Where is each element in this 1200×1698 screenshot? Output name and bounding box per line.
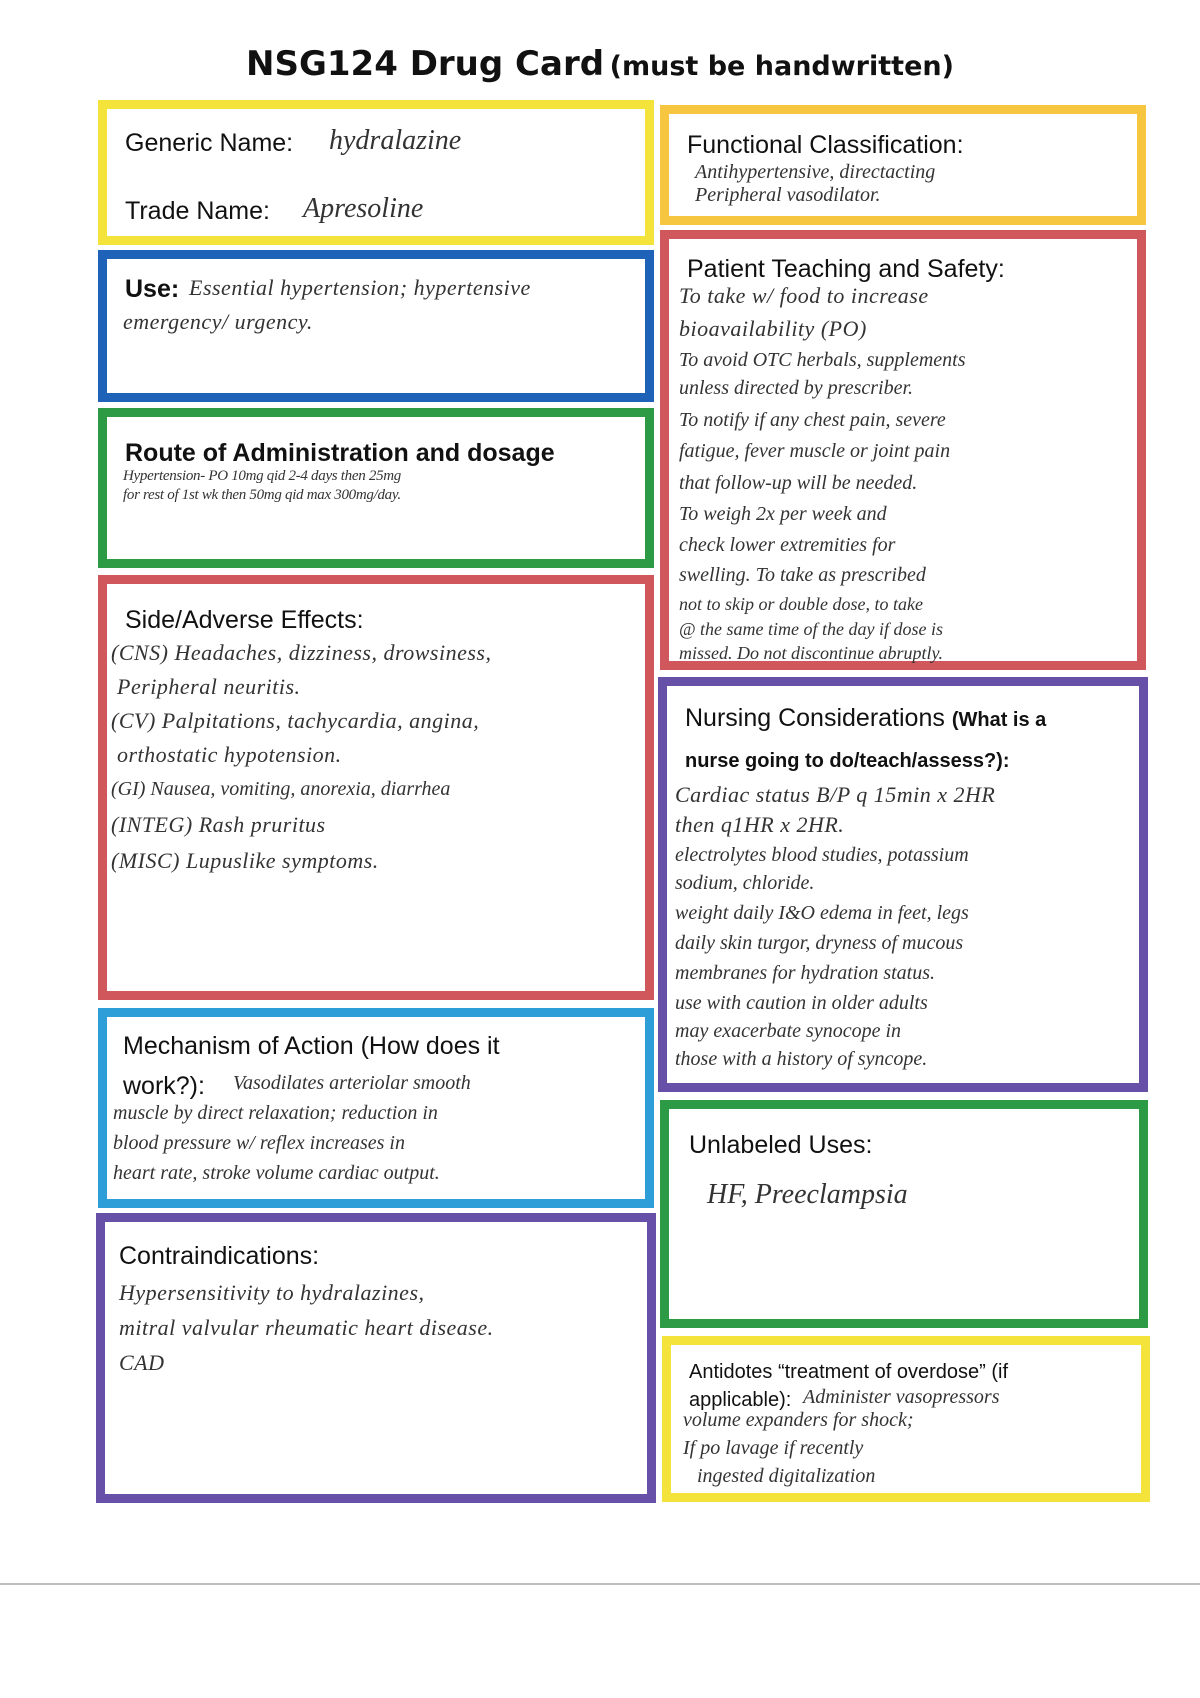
side-effect-line: orthostatic hypotension. [117,742,342,767]
teaching-line: missed. Do not discontinue abruptly. [679,643,943,663]
antidote-line: If po lavage if recently [683,1437,864,1459]
antidotes-box [662,1336,1150,1502]
teaching-line: @ the same time of the day if dose is [679,619,944,639]
page-title [0,44,1200,84]
names-box [98,100,654,245]
route-label: Route of Administration and dosage [125,439,555,467]
teaching-line: To weigh 2x per week and [679,503,887,525]
nursing-line: use with caution in older adults [675,992,928,1014]
nursing-label [685,704,1046,733]
trade-name-label: Trade Name: [125,197,270,225]
unlabeled-label: Unlabeled Uses: [689,1131,873,1159]
nursing-label-suffix: (What is a [951,709,1047,731]
nursing-label-main: Nursing Considerations [685,704,945,732]
route-box [98,408,654,568]
side-effects-label: Side/Adverse Effects: [125,606,364,634]
teaching-line: bioavailability (PO) [679,316,867,341]
nursing-line: electrolytes blood studies, potassium [675,844,969,866]
classification-box [660,105,1146,225]
patient-teaching-label: Patient Teaching and Safety: [687,255,1005,283]
antidotes-label-line1: Antidotes “treatment of overdose” (if [689,1361,1009,1383]
teaching-line: To notify if any chest pain, severe [679,409,946,431]
mechanism-label-line2: work?): [123,1072,205,1100]
contraindications-label: Contraindications: [119,1242,320,1270]
contraindication-line: CAD [119,1350,165,1375]
use-line: emergency/ urgency. [123,309,313,334]
side-effect-line: (INTEG) Rash pruritus [111,812,326,837]
antidotes-label-line2: applicable): [689,1389,792,1411]
teaching-line: To avoid OTC herbals, supplements [679,349,966,371]
mechanism-box [98,1008,654,1208]
nursing-line: weight daily I&O edema in feet, legs [675,902,969,924]
page-divider [0,1583,1200,1585]
contraindications-box [96,1213,656,1503]
route-line: Hypertension- PO 10mg qid 2-4 days then 25mg [123,468,402,484]
teaching-line: To take w/ food to increase [679,283,929,308]
teaching-line: that follow-up will be needed. [679,472,918,494]
contraindication-line: mitral valvular rheumatic heart disease. [119,1315,494,1340]
nursing-line: then q1HR x 2HR. [675,812,845,837]
teaching-line: unless directed by prescriber. [679,377,914,399]
side-effect-line: (CV) Palpitations, tachycardia, angina, [111,708,480,733]
nursing-line: may exacerbate synocope in [675,1020,902,1042]
card-title: NSG124 Drug Card [246,44,605,84]
side-effect-line: (CNS) Headaches, dizziness, drowsiness, [111,640,492,665]
antidote-line: volume expanders for shock; [683,1409,914,1431]
patient-teaching-box [660,230,1146,670]
nursing-label-line2: nurse going to do/teach/assess?): [685,750,1010,772]
classification-label: Functional Classification: [687,131,964,159]
teaching-line: check lower extremities for [679,534,896,556]
nursing-box [658,677,1148,1092]
mechanism-line: Vasodilates arteriolar smooth [233,1072,471,1094]
antidote-line: Administer vasopressors [803,1386,1000,1408]
generic-name-label: Generic Name: [125,129,294,157]
teaching-line: swelling. To take as prescribed [679,564,926,586]
side-effect-line: Peripheral neuritis. [117,674,301,699]
side-effects-box [98,575,654,1000]
mechanism-line: heart rate, stroke volume cardiac output. [113,1162,440,1184]
use-box [98,250,654,402]
nursing-line: those with a history of syncope. [675,1048,928,1070]
classification-line: Antihypertensive, directacting [695,161,936,183]
nursing-line: sodium, chloride. [675,872,815,894]
nursing-line: daily skin turgor, dryness of mucous [675,932,964,954]
teaching-line: fatigue, fever muscle or joint pain [679,440,951,462]
trade-name-value: Apresoline [303,193,424,224]
unlabeled-value: HF, Preeclampsia [707,1179,908,1210]
unlabeled-box [660,1100,1148,1328]
route-line: for rest of 1st wk then 50mg qid max 300mg/day. [123,487,401,503]
side-effect-line: (MISC) Lupuslike symptoms. [111,848,379,873]
card-subtitle: (must be handwritten) [609,51,954,82]
antidote-line: ingested digitalization [697,1465,876,1487]
mechanism-line: blood pressure w/ reflex increases in [113,1132,405,1154]
mechanism-line: muscle by direct relaxation; reduction in [113,1102,438,1124]
mechanism-label-line1: Mechanism of Action (How does it [123,1032,500,1060]
teaching-line: not to skip or double dose, to take [679,594,923,614]
contraindication-line: Hypersensitivity to hydralazines, [119,1280,425,1305]
generic-name-value: hydralazine [329,125,462,156]
use-label: Use: [125,275,180,303]
use-line: Essential hypertension; hypertensive [189,275,531,300]
nursing-line: Cardiac status B/P q 15min x 2HR [675,782,996,807]
side-effect-line: (GI) Nausea, vomiting, anorexia, diarrhea [111,778,451,800]
classification-line: Peripheral vasodilator. [695,184,881,206]
nursing-line: membranes for hydration status. [675,962,935,984]
